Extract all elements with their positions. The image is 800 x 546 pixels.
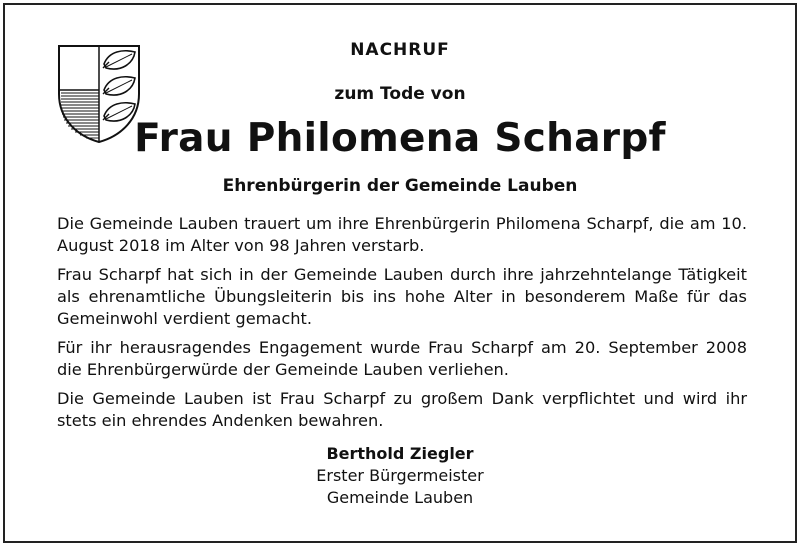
signatory-role: Erster Bürgermeister (316, 466, 484, 485)
notice-intro: zum Tode von (334, 84, 466, 104)
honorary-title: Ehrenbürgerin der Gemeinde Lauben (222, 176, 578, 196)
paragraph: Frau Scharpf hat sich in der Gemeinde Lauben durch ihre jahrzehntelange Tätigkeit als ehrenamtliche Übungsleiterin bis ins hohe Alter in besonderem Maße für das Gemeinwohl verdient gemacht. (57, 265, 747, 328)
paragraph: Die Gemeinde Lauben trauert um ihre Ehrenbürgerin Philomena Scharpf, die am 10. August 2018 im Alter von 98 Jahren verstarb. (57, 214, 747, 255)
signatory-org: Gemeinde Lauben (326, 488, 474, 507)
notice-heading: NACHRUF (350, 40, 450, 60)
paragraph: Die Gemeinde Lauben ist Frau Scharpf zu großem Dank verpflichtet und wird ihr stets ein ehrendes Andenken bewahren. (57, 389, 747, 430)
paragraph: Für ihr herausragendes Engagement wurde Frau Scharpf am 20. September 2008 die Ehrenbürgerwürde der Gemeinde Lauben verliehen. (57, 338, 747, 379)
notice-body (57, 213, 747, 439)
signatory-name: Berthold Ziegler (326, 444, 474, 463)
deceased-name: Frau Philomena Scharpf (134, 116, 666, 161)
signature-block (0, 443, 800, 509)
